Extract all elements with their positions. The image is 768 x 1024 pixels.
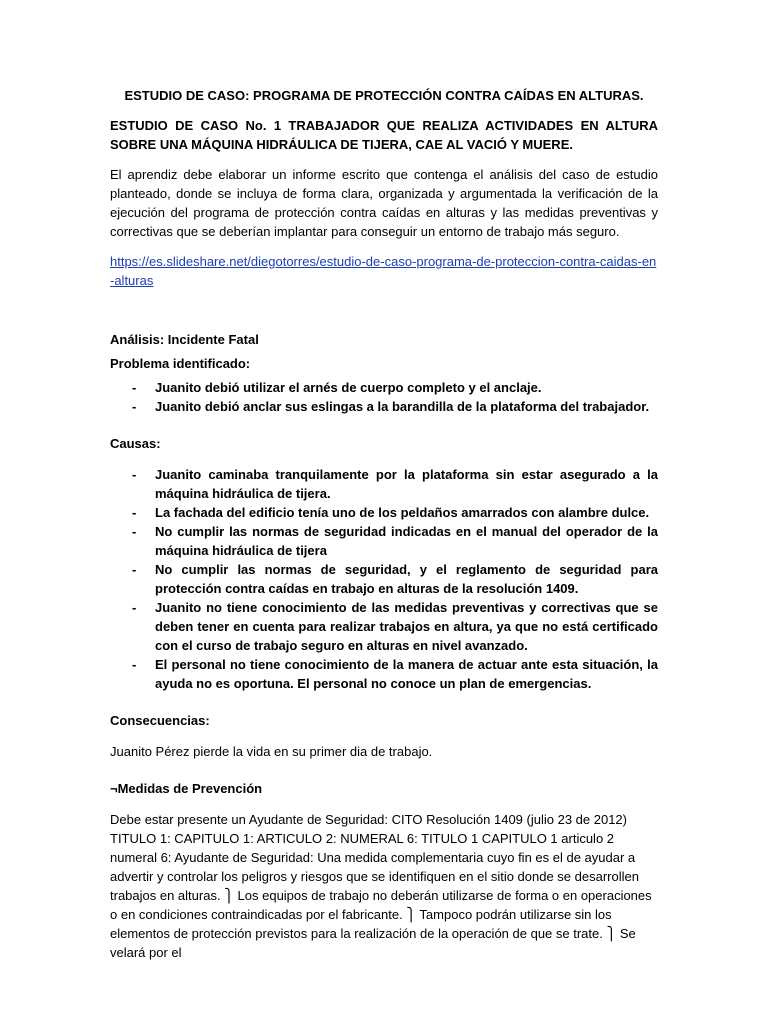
cause-text: La fachada del edificio tenía uno de los peldaños amarrados con alambre dulce.: [155, 505, 650, 520]
problem-heading: Problema identificado:: [110, 356, 251, 371]
document-page: [110, 86, 658, 962]
consequences-text: Juanito Pérez pierde la vida en su primer dia de trabajo.: [110, 744, 433, 759]
list-item: [110, 598, 658, 655]
list-item: [110, 503, 658, 522]
list-item: [110, 397, 658, 416]
cause-text: Juanito caminaba tranquilamente por la plataforma sin estar asegurado a la máquina hidráulica de tijera.: [155, 467, 658, 501]
list-item: [110, 655, 658, 693]
document-title: ESTUDIO DE CASO: PROGRAMA DE PROTECCIÓN CONTRA CAÍDAS EN ALTURAS.: [124, 88, 644, 103]
prevention-text: Debe estar presente un Ayudante de Seguridad: CITO Resolución 1409 (julio 23 de 2012) TITULO 1: CAPITULO 1: ARTICULO 2: NUMERAL 6: TITULO 1 CAPITULO 1 articulo 2 numeral 6: Ayudante de Seguridad: Una medida complementaria cuyo fin es el de ayudar a advertir y controlar los peligros y riesgos que se identifiquen en el sitio donde se desarrollen trabajos en alturas. ⎫ Los equipos de trabajo no deberán utilizarse de forma o en operaciones o en condiciones contraindicadas por el fabricante. ⎫ Tampoco podrán utilizarse sin los elementos de protección previstos para la realización de la operación de que se trate. ⎫ Se velará por el: [110, 812, 652, 960]
prevention-heading: ¬Medidas de Prevención: [110, 781, 263, 796]
case-subtitle: ESTUDIO DE CASO No. 1 TRABAJADOR QUE REALIZA ACTIVIDADES EN ALTURA SOBRE UNA MÁQUINA HIDRÁULICA DE TIJERA, CAE AL VACIÓ Y MUERE.: [110, 118, 658, 152]
dash-bullet: -: [132, 399, 137, 414]
cause-text: El personal no tiene conocimiento de la manera de actuar ante esta situación, la ayuda no es oportuna. El personal no conoce un plan de emergencias.: [155, 657, 658, 691]
source-link[interactable]: https://es.slideshare.net/diegotorres/estudio-de-caso-programa-de-proteccion-contra-caidas-en-alturas: [110, 254, 657, 288]
list-item: [110, 522, 658, 560]
list-item: [110, 560, 658, 598]
dash-bullet: -: [132, 657, 137, 672]
consequences-heading: Consecuencias:: [110, 713, 210, 728]
dash-bullet: -: [132, 600, 137, 615]
problem-list: [110, 378, 658, 416]
dash-bullet: -: [132, 524, 137, 539]
cause-text: No cumplir las normas de seguridad indicadas en el manual del operador de la máquina hidráulica de tijera: [155, 524, 658, 558]
dash-bullet: -: [132, 562, 137, 577]
causes-heading: Causas:: [110, 436, 161, 451]
problem-text: Juanito debió utilizar el arnés de cuerpo completo y el anclaje.: [155, 380, 542, 395]
causes-list: [110, 465, 658, 693]
problem-text: Juanito debió anclar sus eslingas a la barandilla de la plataforma del trabajador.: [155, 399, 650, 414]
analysis-heading: Análisis: Incidente Fatal: [110, 332, 259, 347]
dash-bullet: -: [132, 380, 137, 395]
dash-bullet: -: [132, 505, 137, 520]
dash-bullet: -: [132, 467, 137, 482]
intro-paragraph: El aprendiz debe elaborar un informe escrito que contenga el análisis del caso de estudio planteado, donde se incluya de forma clara, organizada y argumentada la verificación de la ejecución del programa de protección contra caídas en alturas y las medidas preventivas y correctivas que se deberían implantar para conseguir un entorno de trabajo más seguro.: [110, 167, 658, 239]
list-item: [110, 378, 658, 397]
list-item: [110, 465, 658, 503]
cause-text: Juanito no tiene conocimiento de las medidas preventivas y correctivas que se deben tener en cuenta para realizar trabajos en altura, ya que no está certificado con el curso de trabajo seguro en alturas en nivel avanzado.: [155, 600, 658, 653]
cause-text: No cumplir las normas de seguridad, y el reglamento de seguridad para protección contra caídas en trabajo en alturas de la resolución 1409.: [155, 562, 658, 596]
